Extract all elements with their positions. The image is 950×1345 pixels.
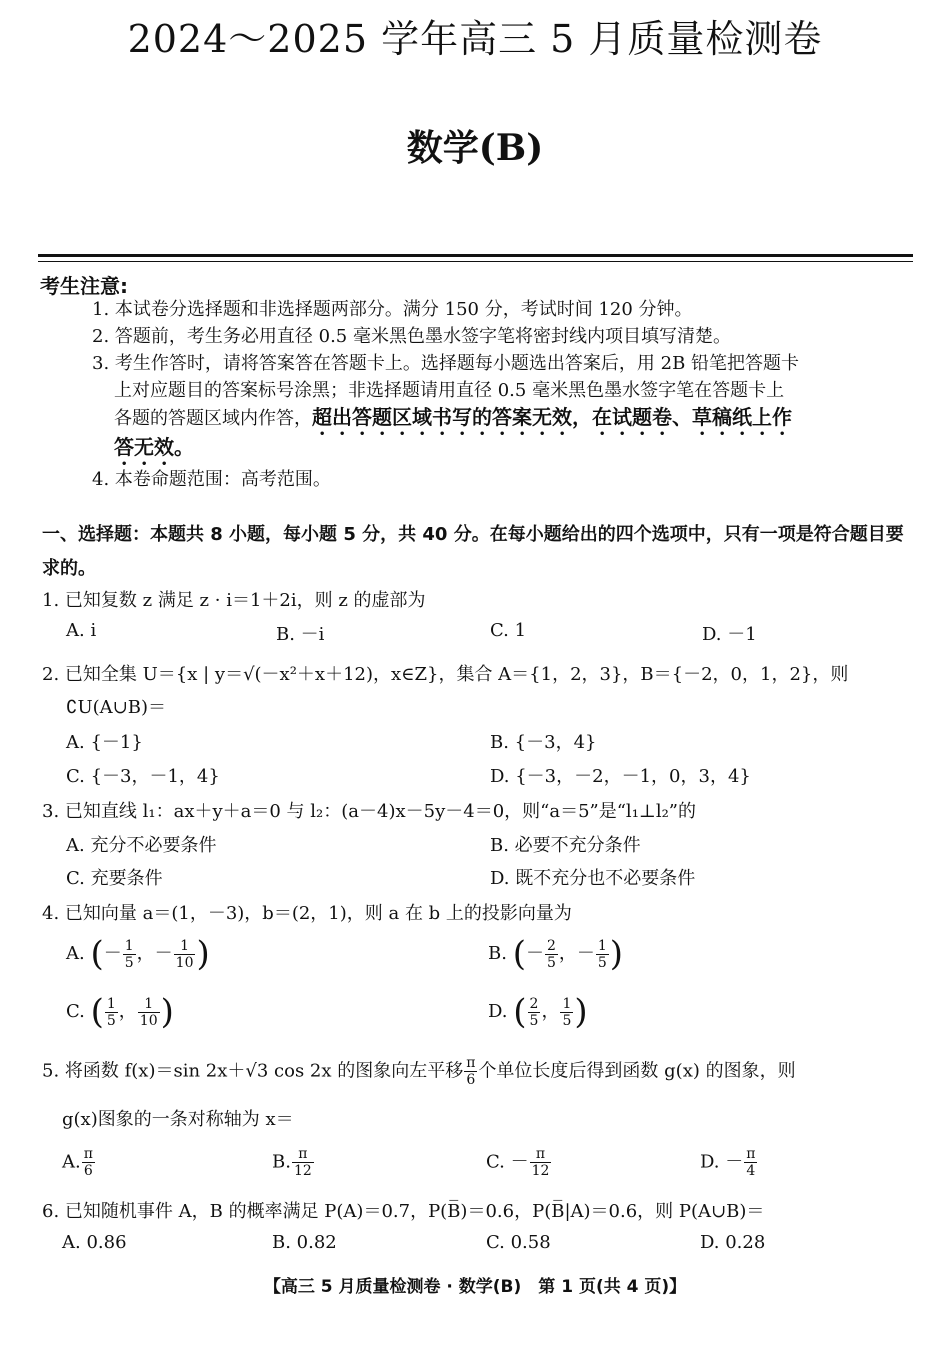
question-5-text-b: 个单位长度后得到函数 g(x) 的图象，则 — [478, 1060, 796, 1082]
question-3-option-d: D. 既不充分也不必要条件 — [490, 868, 696, 889]
minus-sign: － — [154, 943, 173, 964]
question-1-option-c: C. 1 — [490, 620, 527, 641]
question-3-option-b: B. 必要不充分条件 — [490, 835, 641, 856]
question-4-option-c — [66, 992, 174, 1032]
question-5-option-c: C. － $\frac{\pi}{12}$ — [486, 1146, 550, 1179]
question-6-option-d: D. 0.28 — [700, 1232, 766, 1253]
question-1-option-a: A. i — [66, 620, 97, 641]
question-5-stem-cont: g(x)图象的一条对称轴为 x＝ — [62, 1109, 294, 1130]
fraction: $\frac{1}{5}$ — [597, 937, 607, 971]
header-rule-thin — [38, 261, 913, 262]
question-1-stem: 1. 已知复数 z 满足 z · i＝1＋2i，则 z 的虚部为 — [42, 590, 426, 611]
option-label: B. — [488, 943, 507, 964]
right-paren: ) — [609, 934, 624, 974]
question-6-option-c: C. 0.58 — [486, 1232, 551, 1253]
left-paren: ( — [90, 934, 104, 974]
comma: ， — [136, 943, 155, 964]
question-6-stem: 6. 已知随机事件 A，B 的概率满足 P(A)＝0.7，P(B̅)＝0.6，P(B̅|A)＝0.6，则 P(A∪B)＝ — [42, 1201, 765, 1222]
option-label: C. — [66, 1001, 85, 1022]
exam-title: 2024～2025 学年高三 5 月质量检测卷 — [127, 17, 823, 61]
notice-item-4: 4. 本卷命题范围：高考范围。 — [92, 469, 331, 490]
question-6-option-a: A. 0.86 — [62, 1232, 127, 1253]
right-paren: ) — [196, 934, 210, 974]
question-2-option-d: D. {－3，－2，－1，0，3，4} — [490, 766, 751, 787]
comma: ， — [558, 943, 577, 964]
right-paren: ) — [160, 992, 174, 1032]
minus-sign: － — [576, 943, 595, 964]
fraction: $\frac{\pi}{12}$ — [531, 1146, 550, 1179]
option-label: D. — [488, 1001, 508, 1022]
question-4-option-d — [488, 992, 588, 1032]
minus-sign: － — [103, 943, 122, 964]
section-heading: 一、选择题：本题共 8 小题，每小题 5 分，共 40 分。在每小题给出的四个选项中，只有一项是符合题目要求的。 — [42, 524, 904, 579]
page-footer: 【高三 5 月质量检测卷 · 数学(B) 第 1 页(共 4 页)】 — [263, 1277, 687, 1297]
question-4-stem: 4. 已知向量 a＝(1，－3)，b＝(2，1)，则 a 在 b 上的投影向量为 — [42, 903, 572, 924]
question-2-stem: 2. 已知全集 U＝{x | y＝√(－x²＋x＋12)，x∈Z}，集合 A＝{1，2，3}，B＝{－2，0，1，2}，则 — [42, 664, 849, 685]
comma: ， — [118, 1001, 137, 1022]
question-3-option-a: A. 充分不必要条件 — [66, 835, 217, 856]
notice-heading: 考生注意: — [40, 274, 128, 298]
question-2-option-c: C. {－3，－1，4} — [66, 766, 220, 787]
option-label: A. — [66, 943, 85, 964]
right-paren: ) — [574, 992, 588, 1032]
question-5-stem — [42, 1055, 912, 1088]
notice-item-2: 2. 答题前，考生务必用直径 0.5 毫米黑色墨水签字笔将密封线内项目填写清楚。 — [92, 326, 731, 347]
subject-title: 数学(B) — [406, 127, 544, 169]
fraction-pi-over-6: $\frac{\pi}{6}$ — [466, 1055, 476, 1088]
fraction: $\frac{\pi}{4}$ — [746, 1146, 756, 1179]
fraction: $\frac{\pi}{12}$ — [293, 1146, 312, 1179]
fraction: $\frac{2}{5}$ — [546, 937, 556, 971]
question-5-option-b: B. $\frac{\pi}{12}$ — [272, 1146, 312, 1179]
notice-item-3-text: 各题的答题区域内作答， — [114, 408, 312, 429]
question-2-option-a: A. {－1} — [66, 732, 143, 753]
comma: ， — [541, 1001, 560, 1022]
left-paren: ( — [90, 992, 104, 1032]
question-3-stem: 3. 已知直线 l₁：ax＋y＋a＝0 与 l₂：(a－4)x－5y－4＝0，则“a＝5”是“l₁⊥l₂”的 — [42, 801, 697, 822]
question-2-stem-cont: ∁U(A∪B)＝ — [66, 697, 166, 718]
question-5-text-a: 5. 将函数 f(x)＝sin 2x＋√3 cos 2x 的图象向左平移 — [42, 1060, 464, 1082]
notice-item-1: 1. 本试卷分选择题和非选择题两部分。满分 150 分，考试时间 120 分钟。 — [92, 299, 693, 320]
question-4-option-a — [66, 934, 210, 974]
fraction: $\frac{1}{5}$ — [106, 995, 116, 1029]
question-1-option-b: B. －i — [276, 624, 325, 645]
notice-item-3-cont: 上对应题目的答案标号涂黑；非选择题请用直径 0.5 毫米黑色墨水签字笔在答题卡上 — [114, 380, 785, 401]
header-rule-thick — [38, 254, 913, 257]
left-paren: ( — [512, 934, 526, 974]
fraction: $\frac{1}{10}$ — [175, 937, 194, 971]
question-6-option-b: B. 0.82 — [272, 1232, 337, 1253]
question-3-option-c: C. 充要条件 — [66, 868, 163, 889]
left-paren: ( — [513, 992, 527, 1032]
fraction: $\frac{\pi}{6}$ — [83, 1146, 93, 1179]
fraction: $\frac{1}{10}$ — [139, 995, 158, 1029]
fraction: $\frac{2}{5}$ — [529, 995, 539, 1029]
notice-emphasis: 超出答题区域书写的答案无效，在试题卷、草稿纸上作 — [312, 405, 792, 429]
notice-emphasis-2: 答无效。 — [114, 435, 194, 459]
fraction: $\frac{1}{5}$ — [562, 995, 572, 1029]
question-4-option-b — [488, 934, 623, 974]
notice-item-3: 3. 考生作答时，请将答案答在答题卡上。选择题每小题选出答案后，用 2B 铅笔把答题卡 — [92, 353, 800, 374]
fraction: $\frac{1}{5}$ — [124, 937, 134, 971]
minus-sign: － — [525, 943, 544, 964]
question-1-option-d: D. －1 — [702, 624, 757, 645]
question-5-option-d: D. － $\frac{\pi}{4}$ — [700, 1146, 756, 1179]
question-2-option-b: B. {－3，4} — [490, 732, 597, 753]
question-5-option-a: A. $\frac{\pi}{6}$ — [62, 1146, 93, 1179]
